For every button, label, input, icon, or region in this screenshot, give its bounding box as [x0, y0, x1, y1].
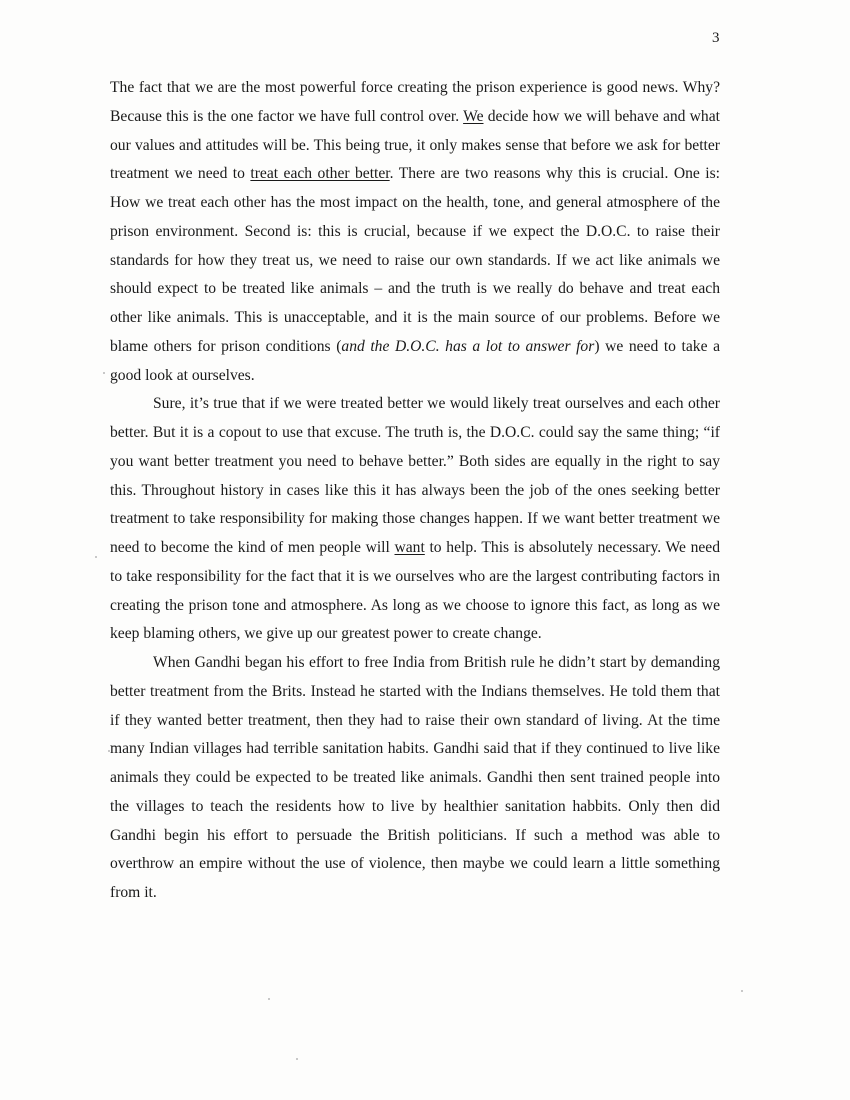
scan-speck — [95, 556, 97, 558]
scan-speck — [296, 1058, 298, 1060]
paragraph-3 — [110, 649, 720, 908]
paragraph-1 — [110, 74, 720, 390]
text-run: to help. This is absolutely necessary. We need to take responsibility for the fact that it is we ourselves who are the largest contributing factors in creating the prison tone and atmosphere. As long as we choose to ignore this fact, as long as we keep blaming others, we give up our greatest power to create change. — [110, 539, 720, 643]
text-run: . There are two reasons why this is crucial. One is: How we treat each other has the most impact on the health, tone, and general atmosphere of the prison environment. Second is: this is crucial, because if we expect the D.O.C. to raise their standards for how they treat us, we need to raise our own standards. If we act like animals we should expect to be treated like animals – and the truth is we really do behave and treat each other like animals. This is unacceptable, and it is the main source of our problems. Before we blame others for prison conditions ( — [110, 165, 720, 355]
italic-aside: and the D.O.C. has a lot to answer for — [341, 337, 595, 355]
underlined-word-want: want — [394, 539, 425, 556]
page-number: 3 — [712, 30, 720, 46]
scan-speck — [741, 990, 743, 992]
underlined-phrase-treat-each-other-better: treat each other better — [250, 165, 390, 183]
scan-speck — [103, 372, 105, 374]
text-run: The fact that we are the most powerful force creating the prison experience is good news. Why? Because this is the one factor we have full control over. — [110, 79, 720, 125]
underlined-word-we: We — [463, 107, 484, 125]
text-run: ) we need to take a good look at ourselves. — [110, 337, 720, 384]
text-run: Sure, it’s true that if we were treated better we would likely treat ourselves and each other better. But it is a copout to use that excuse. The truth is, the D.O.C. could say the same thing; “if you want better treatment you need to behave better.” Both sides are equally in the right to say this. Throughout history in cases like this it has always been the job of the ones seeking better treatment to take responsibility for making those changes happen. If we want better treatment we need to become the kind of men people will — [110, 395, 720, 556]
scan-speck — [108, 750, 110, 752]
scan-speck — [268, 998, 270, 1000]
text-run: When Gandhi began his effort to free India from British rule he didn’t start by demanding better treatment from the Brits. Instead he started with the Indians themselves. He told them that if they wanted better treatment, then they had to raise their own standard of living. At the time many Indian villages had terrible sanitation habits. Gandhi said that if they continued to live like animals they could be expected to be treated like animals. Gandhi then sent trained people into the villages to teach the residents how to live by healthier sanitation habbits. Only then did Gandhi begin his effort to persuade the British politicians. If such a method was able to overthrow an empire without the use of violence, then maybe we could learn a little something from it. — [110, 654, 720, 901]
document-body — [110, 74, 720, 908]
paragraph-2 — [110, 390, 720, 649]
text-run: decide how we will behave and what our values and attitudes will be. This being true, it only makes sense that before we ask for better treatment we need to — [110, 107, 720, 183]
